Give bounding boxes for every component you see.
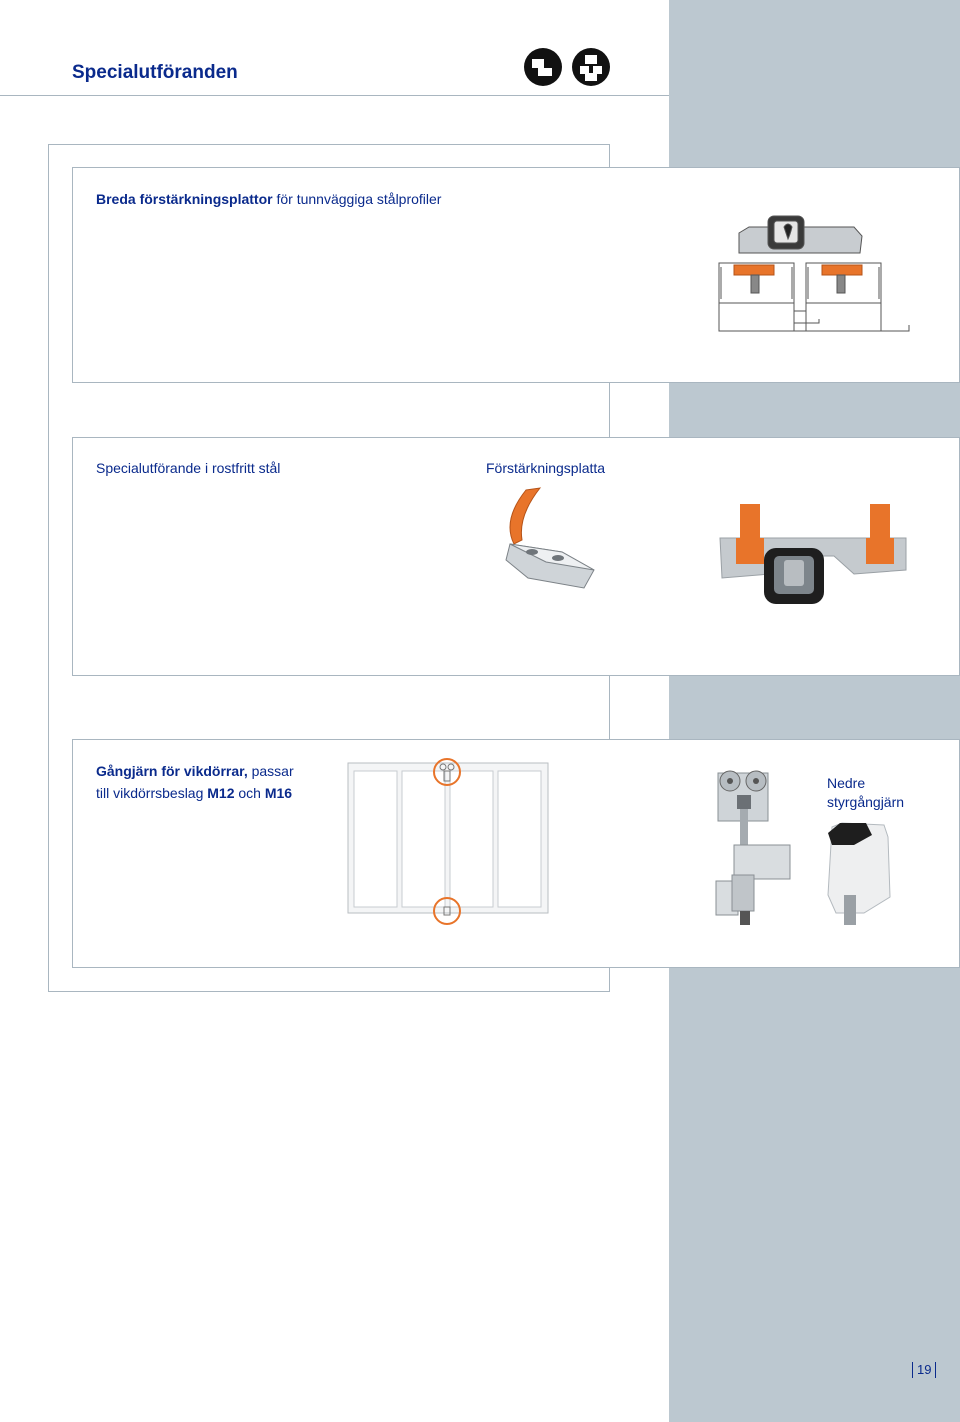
folding-door-drawing (346, 757, 552, 929)
hinge-images (694, 763, 933, 945)
reinforcement-plate-label: Förstärkningsplatta (486, 460, 606, 476)
profile-drawing (719, 216, 909, 331)
profile-cross-section-image (694, 191, 933, 359)
page-title: Specialutföranden (72, 62, 238, 83)
logo-left-icon (524, 48, 562, 86)
stainless-handle-image (694, 460, 933, 652)
logo-right-icon (572, 48, 610, 86)
brand-logos (522, 47, 612, 87)
panel-1-heading: Breda förstärkningsplattor för tunnväggiga stålprofiler (96, 191, 442, 207)
page-number: 19 (912, 1362, 936, 1378)
panel-2-heading: Specialutförande i rostfritt stål (96, 460, 281, 476)
panel-3-heading: Gångjärn för vikdörrar, passar till vikdörrsbeslag M12 och M16 (96, 763, 294, 801)
lower-guide-hinge-label: Nedre styrgångjärn (827, 775, 905, 810)
title-rule (0, 95, 669, 96)
reinforcement-plate-image (496, 486, 600, 592)
